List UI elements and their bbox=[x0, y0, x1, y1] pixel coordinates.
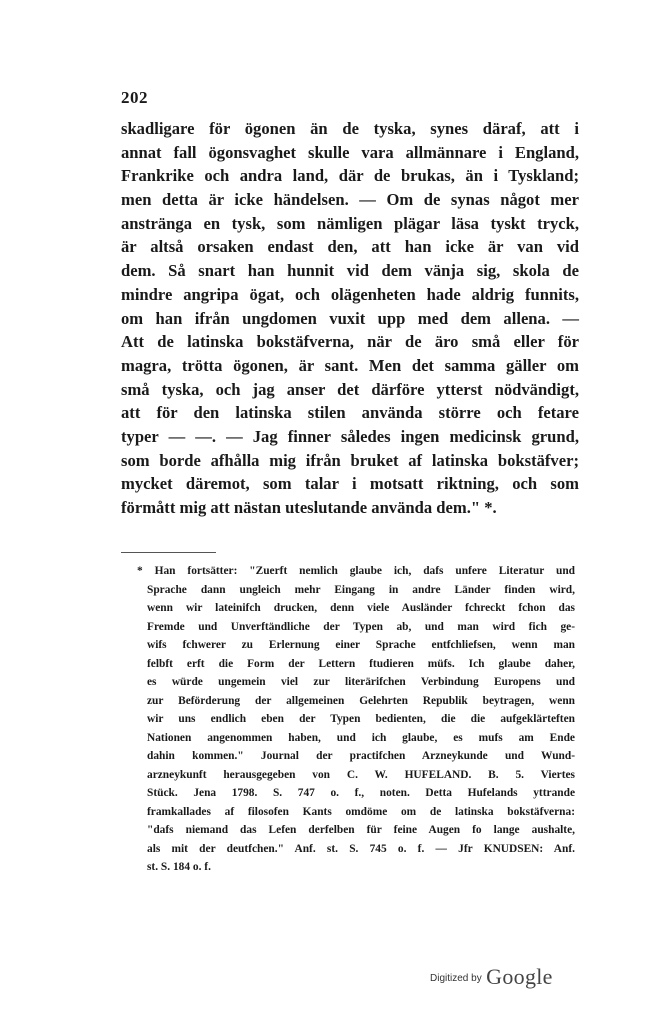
body-line: anstränga en tysk, som nämligen plägar läsa tyskt tryck, bbox=[121, 213, 579, 233]
body-line: mycket däremot, som talar i motsatt riktning, och som bbox=[121, 474, 579, 494]
body-line: Frankrike och andra land, där de brukas, än i Tyskland; bbox=[121, 166, 579, 186]
body-line: magra, trötta ögonen, är sant. Men det samma gäller om bbox=[121, 355, 579, 375]
footnote-line: es würde ungemein viel zur literärifchen Verbindung Europens und bbox=[147, 676, 575, 688]
body-line: annat fall ögonsvaghet skulle vara allmännare i England, bbox=[121, 142, 579, 162]
body-line: små tyska, och jag anser det därföre ytterst nödvändigt, bbox=[121, 379, 579, 399]
body-line: som borde afhålla mig ifrån bruket af latinska bokstäfver; bbox=[121, 450, 579, 470]
footnote-line: zur Beförderung der allgemeinen Gelehrten Republik beytragen, wenn bbox=[147, 694, 575, 707]
google-logo: Google bbox=[486, 964, 553, 989]
footnote-line: arzneykunft herausgegeben von C. W. HUFELAND. B. 5. Viertes bbox=[147, 768, 575, 781]
page-number: 202 bbox=[121, 88, 148, 107]
footnote-line: wenn wir lateinifch drucken, denn viele Ausländer fchreckt fchon das bbox=[147, 602, 575, 614]
footnote-line: Nationen angenommen haben, und ich glaube, es mufs am Ende bbox=[147, 731, 575, 744]
footnote-line: dahin kommen." Journal der practifchen Arzneykunde und Wund- bbox=[147, 750, 575, 762]
body-line: om han ifrån ungdomen vuxit upp med dem allena. — bbox=[121, 308, 579, 328]
footnote-line: wifs fchwerer zu Erlernung einer Sprache entfchliefsen, wenn man bbox=[147, 639, 575, 651]
digitized-by-watermark bbox=[430, 964, 553, 990]
footnote-line: framkallades af filosofen Kants omdöme om de latinska bokstäfverna: bbox=[147, 805, 575, 818]
footnote-line: st. S. 184 o. f. bbox=[147, 861, 211, 873]
body-line: är altså orsaken endast den, att han icke är van vid bbox=[121, 237, 579, 257]
footnote-line: "dafs niemand das Lefen derfelben für feine Augen fo lange aushalte, bbox=[147, 824, 575, 836]
body-line: förmått mig att nästan uteslutande använda dem." *. bbox=[121, 498, 497, 517]
footnote-line: Fremde und Unverftändliche der Typen ab, und man wird fich ge- bbox=[147, 620, 575, 633]
footnote-line: Stück. Jena 1798. S. 747 o. f., noten. Detta Hufelands yttrande bbox=[147, 787, 575, 799]
footnote-line: * Han fortsätter: "Zuerft nemlich glaube ich, dafs unfere Literatur und bbox=[137, 565, 575, 577]
body-line: Att de latinska bokstäfverna, när de äro små eller för bbox=[121, 332, 579, 352]
body-line: mindre angripa ögat, och olägenheten hade aldrig funnits, bbox=[121, 284, 579, 304]
body-line: skadligare för ögonen än de tyska, synes däraf, att i bbox=[121, 119, 579, 138]
footnote-line: felbft erft die Form der Lettern ftudieren müfs. Ich glaube daher, bbox=[147, 657, 575, 670]
footnote bbox=[119, 562, 575, 877]
footnote-line: wir uns endlich eben der Typen bedienten, die die aufgeklärteften bbox=[147, 713, 575, 725]
body-line: att för den latinska stilen använda större och fetare bbox=[121, 403, 579, 423]
body-line: typer — —. — Jag finner således ingen medicinsk grund, bbox=[121, 426, 579, 446]
digitized-by-text: Digitized by bbox=[430, 973, 482, 984]
footnote-line: als mit der deutfchen." Anf. st. S. 745 o. f. — Jfr KNUDSEN: Anf. bbox=[147, 842, 575, 855]
body-line: men detta är icke händelsen. — Om de synas något mer bbox=[121, 190, 579, 210]
body-line: dem. Så snart han hunnit vid dem vänja sig, skola de bbox=[121, 261, 579, 281]
body-text bbox=[121, 117, 579, 520]
footnote-divider bbox=[121, 552, 216, 553]
footnote-line: Sprache dann ungleich mehr Eingang in andre Länder finden wird, bbox=[147, 583, 575, 596]
